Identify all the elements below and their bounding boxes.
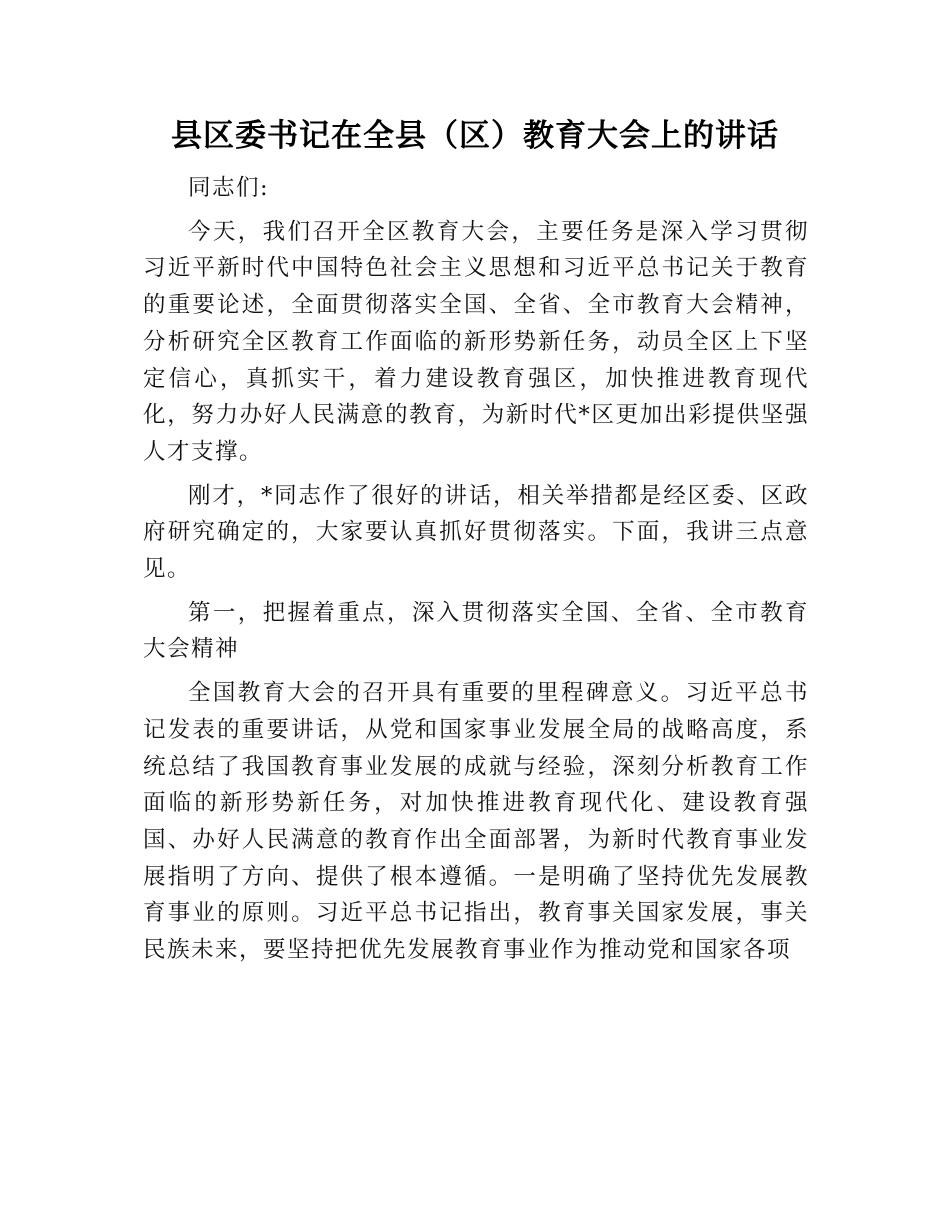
- document-title: 县区委书记在全县（区）教育大会上的讲话: [171, 118, 779, 154]
- paragraph-opening: 今天，我们召开全区教育大会，主要任务是深入学习贯彻习近平新时代中国特色社会主义思想和习近平总书记关于教育的重要论述，全面贯彻落实全国、全省、全市教育大会精神，分析研究全区教育工作面临的新形势新任务，动员全区上下坚定信心，真抓实干，着力建设教育强区，加快推进教育现代化，努力办好人民满意的教育，为新时代*区更加出彩提供坚强人才支撑。: [143, 218, 809, 465]
- section-heading-first: 第一，把握着重点，深入贯彻落实全国、全省、全市教育大会精神: [143, 599, 809, 663]
- paragraph-national-conference: 全国教育大会的召开具有重要的里程碑意义。习近平总书记发表的重要讲话，从党和国家事业发展全局的战略高度，系统总结了我国教育事业发展的成就与经验，深刻分析教育工作面临的新形势新任务，对加快推进教育现代化、建设教育强国、办好人民满意的教育作出全面部署，为新时代教育事业发展指明了方向、提供了根本遵循。一是明确了坚持优先发展教育事业的原则。习近平总书记指出，教育事关国家发展，事关民族未来，要坚持把优先发展教育事业作为推动党和国家各项: [143, 680, 809, 964]
- paragraph-intro: 刚才，*同志作了很好的讲话，相关举措都是经区委、区政府研究确定的，大家要认真抓好贯彻落实。下面，我讲三点意见。: [143, 482, 809, 583]
- salutation: 同志们:: [188, 175, 270, 201]
- document-body: [143, 170, 809, 969]
